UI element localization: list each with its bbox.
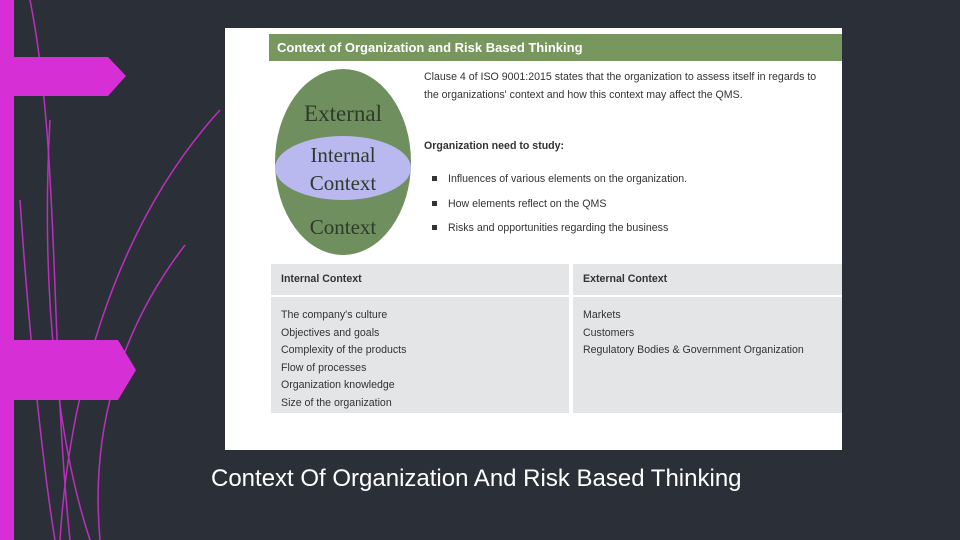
clause-description: Clause 4 of ISO 9001:2015 states that the organization to assess itself in regards to the organizations' context and how this context may affect the QMS. [424,71,817,101]
bullet-square-icon [432,176,437,181]
list-item: Markets [583,309,621,321]
internal-context-list [271,297,569,414]
list-item: Customers [583,326,635,339]
internal-context-heading: Internal Context [271,264,569,297]
study-title: Organization need to study: [424,140,565,152]
slide-image-card [225,28,842,450]
list-item: Objectives and goals [281,326,380,339]
venn-label-outer-context: Context [309,215,377,239]
decorative-accent-shapes [0,0,240,540]
external-context-list [573,297,842,362]
list-item: Flow of processes [281,361,367,374]
venn-label-external: External [304,101,382,126]
external-context-column [573,264,842,413]
bullet-square-icon [432,201,437,206]
list-item: Regulatory Bodies & Government Organization [583,344,804,356]
left-accent-bar [0,0,14,540]
list-item: The company's culture [281,309,388,321]
slide-caption: Context Of Organization And Risk Based Thinking [211,465,742,492]
context-venn-diagram [273,68,413,258]
bullet-item [430,198,687,223]
internal-context-column [271,264,569,413]
list-item: Organization knowledge [281,379,395,391]
list-item: Complexity of the products [281,344,407,356]
bullet-item [430,173,687,198]
slide-header: Context of Organization and Risk Based Thinking [269,34,842,61]
external-context-heading: External Context [573,264,842,297]
bullet-text: How elements reflect on the QMS [448,197,607,210]
bullet-text: Risks and opportunities regarding the business [448,222,669,234]
bullet-item [430,222,687,247]
bullet-square-icon [432,225,437,230]
bullet-text: Influences of various elements on the organization. [448,173,688,185]
study-bullet-list [430,173,687,247]
list-item: Size of the organization [281,396,392,409]
upper-accent-arrow [14,57,126,96]
venn-label-internal: Internal [310,143,376,167]
venn-label-inner-context: Context [309,171,377,195]
